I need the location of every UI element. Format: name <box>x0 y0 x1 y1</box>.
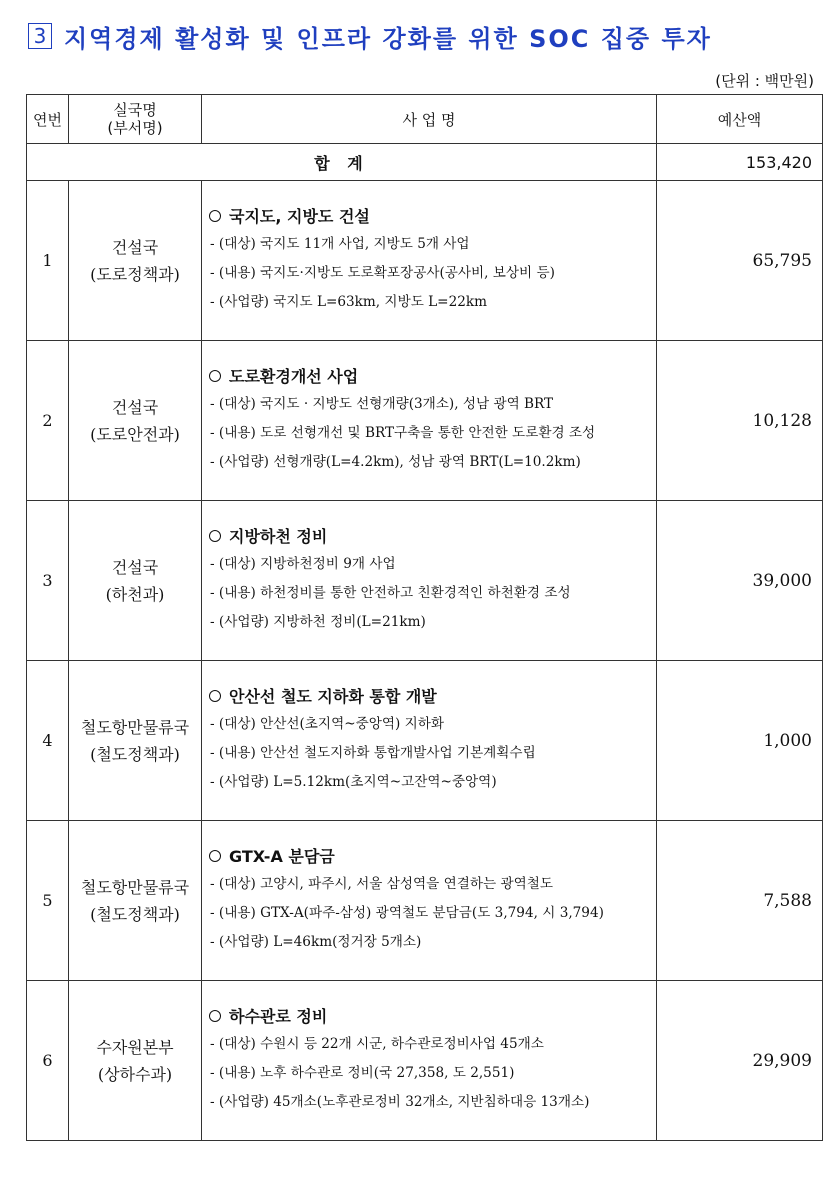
project-detail: - (내용) 국지도·지방도 도로확포장공사(공사비, 보상비 등) <box>210 265 555 281</box>
row-dept <box>69 981 202 1141</box>
circle-bullet-icon <box>209 1010 221 1022</box>
project-detail: - (내용) 하천정비를 통한 안전하고 친환경적인 하천환경 조성 <box>210 585 571 601</box>
project-title <box>206 364 656 387</box>
table-row <box>27 821 823 981</box>
row-project <box>202 661 657 821</box>
project-detail: - (내용) 도로 선형개선 및 BRT구축을 통한 안전한 도로환경 조성 <box>210 425 596 441</box>
subdept-name: (도로정책과) <box>90 264 180 284</box>
dept-name: 건설국 <box>111 237 159 257</box>
dept-name: 수자원본부 <box>96 1037 174 1057</box>
subdept-name: (도로안전과) <box>90 424 180 444</box>
project-title <box>206 844 656 867</box>
row-project <box>202 501 657 661</box>
project-detail: - (대상) 국지도 · 지방도 선형개량(3개소), 성남 광역 BRT <box>210 396 554 412</box>
row-amount: 65,795 <box>657 181 823 341</box>
project-detail: - (대상) 국지도 11개 사업, 지방도 5개 사업 <box>210 236 470 252</box>
subdept-name: (철도정책과) <box>90 904 180 924</box>
row-index: 2 <box>27 341 69 501</box>
project-detail: - (대상) 수원시 등 22개 시군, 하수관로정비사업 45개소 <box>210 1036 544 1052</box>
col-dept-header <box>69 95 202 144</box>
col-index-header: 연번 <box>27 95 69 144</box>
project-title <box>206 204 656 227</box>
budget-table <box>26 94 823 1141</box>
row-amount: 10,128 <box>657 341 823 501</box>
table-row <box>27 501 823 661</box>
project-detail: - (대상) 안산선(초지역~중앙역) 지하화 <box>210 716 445 732</box>
project-detail: - (사업량) 국지도 L=63km, 지방도 L=22km <box>210 294 487 310</box>
project-title-text: 안산선 철도 지하화 통합 개발 <box>229 687 437 706</box>
col-project-header: 사 업 명 <box>202 95 657 144</box>
circle-bullet-icon <box>209 850 221 862</box>
header-row <box>27 95 823 144</box>
row-project <box>202 821 657 981</box>
circle-bullet-icon <box>209 370 221 382</box>
subdept-name: (상하수과) <box>97 1064 173 1084</box>
row-amount: 39,000 <box>657 501 823 661</box>
dept-name: 철도항만물류국 <box>80 877 190 897</box>
table-row <box>27 181 823 341</box>
section-heading <box>28 16 712 56</box>
project-title-text: 도로환경개선 사업 <box>229 367 359 386</box>
project-title-text: 하수관로 정비 <box>229 1007 328 1026</box>
row-dept <box>69 661 202 821</box>
project-detail: - (사업량) L=46km(정거장 5개소) <box>210 934 422 950</box>
project-detail: - (사업량) L=5.12km(초지역~고잔역~중앙역) <box>210 774 497 790</box>
dept-name: 건설국 <box>111 397 159 417</box>
col-dept-header-line2: (부서명) <box>107 119 163 137</box>
total-label: 합 계 <box>27 144 657 181</box>
row-index: 5 <box>27 821 69 981</box>
unit-label: (단위 : 백만원) <box>715 72 814 90</box>
row-project <box>202 181 657 341</box>
table-row <box>27 661 823 821</box>
circle-bullet-icon <box>209 530 221 542</box>
table-row <box>27 341 823 501</box>
row-index: 3 <box>27 501 69 661</box>
row-dept <box>69 181 202 341</box>
project-detail: - (대상) 고양시, 파주시, 서울 삼성역을 연결하는 광역철도 <box>210 876 553 892</box>
row-amount: 7,588 <box>657 821 823 981</box>
project-title-text: 국지도, 지방도 건설 <box>229 207 370 226</box>
row-index: 1 <box>27 181 69 341</box>
project-detail: - (사업량) 지방하천 정비(L=21km) <box>210 614 426 630</box>
row-project <box>202 981 657 1141</box>
row-index: 6 <box>27 981 69 1141</box>
table-row <box>27 981 823 1141</box>
project-title <box>206 684 656 707</box>
section-title: 지역경제 활성화 및 인프라 강화를 위한 SOC 집중 투자 <box>64 24 712 53</box>
project-detail: - (사업량) 45개소(노후관로정비 32개소, 지반침하대응 13개소) <box>210 1094 590 1110</box>
project-detail: - (내용) GTX-A(파주-삼성) 광역철도 분담금(도 3,794, 시 3,794) <box>210 905 604 921</box>
project-title-text: GTX-A 분담금 <box>229 847 335 866</box>
row-dept <box>69 501 202 661</box>
project-detail: - (내용) 노후 하수관로 정비(국 27,358, 도 2,551) <box>210 1065 515 1081</box>
row-amount: 1,000 <box>657 661 823 821</box>
circle-bullet-icon <box>209 210 221 222</box>
section-number: 3 <box>28 23 52 49</box>
row-dept <box>69 341 202 501</box>
circle-bullet-icon <box>209 690 221 702</box>
project-detail: - (내용) 안산선 철도지하화 통합개발사업 기본계획수립 <box>210 745 536 761</box>
row-project <box>202 341 657 501</box>
subdept-name: (하천과) <box>105 584 165 604</box>
subdept-name: (철도정책과) <box>90 744 180 764</box>
project-title <box>206 524 656 547</box>
project-title-text: 지방하천 정비 <box>229 527 328 546</box>
row-dept <box>69 821 202 981</box>
project-title <box>206 1004 656 1027</box>
col-dept-header-line1: 실국명 <box>113 101 157 119</box>
row-index: 4 <box>27 661 69 821</box>
total-row <box>27 144 823 181</box>
total-amount: 153,420 <box>657 144 823 181</box>
dept-name: 철도항만물류국 <box>80 717 190 737</box>
project-detail: - (대상) 지방하천정비 9개 사업 <box>210 556 396 572</box>
dept-name: 건설국 <box>111 557 159 577</box>
row-amount: 29,909 <box>657 981 823 1141</box>
col-budget-header: 예산액 <box>657 95 823 144</box>
project-detail: - (사업량) 선형개량(L=4.2km), 성남 광역 BRT(L=10.2km) <box>210 454 581 470</box>
